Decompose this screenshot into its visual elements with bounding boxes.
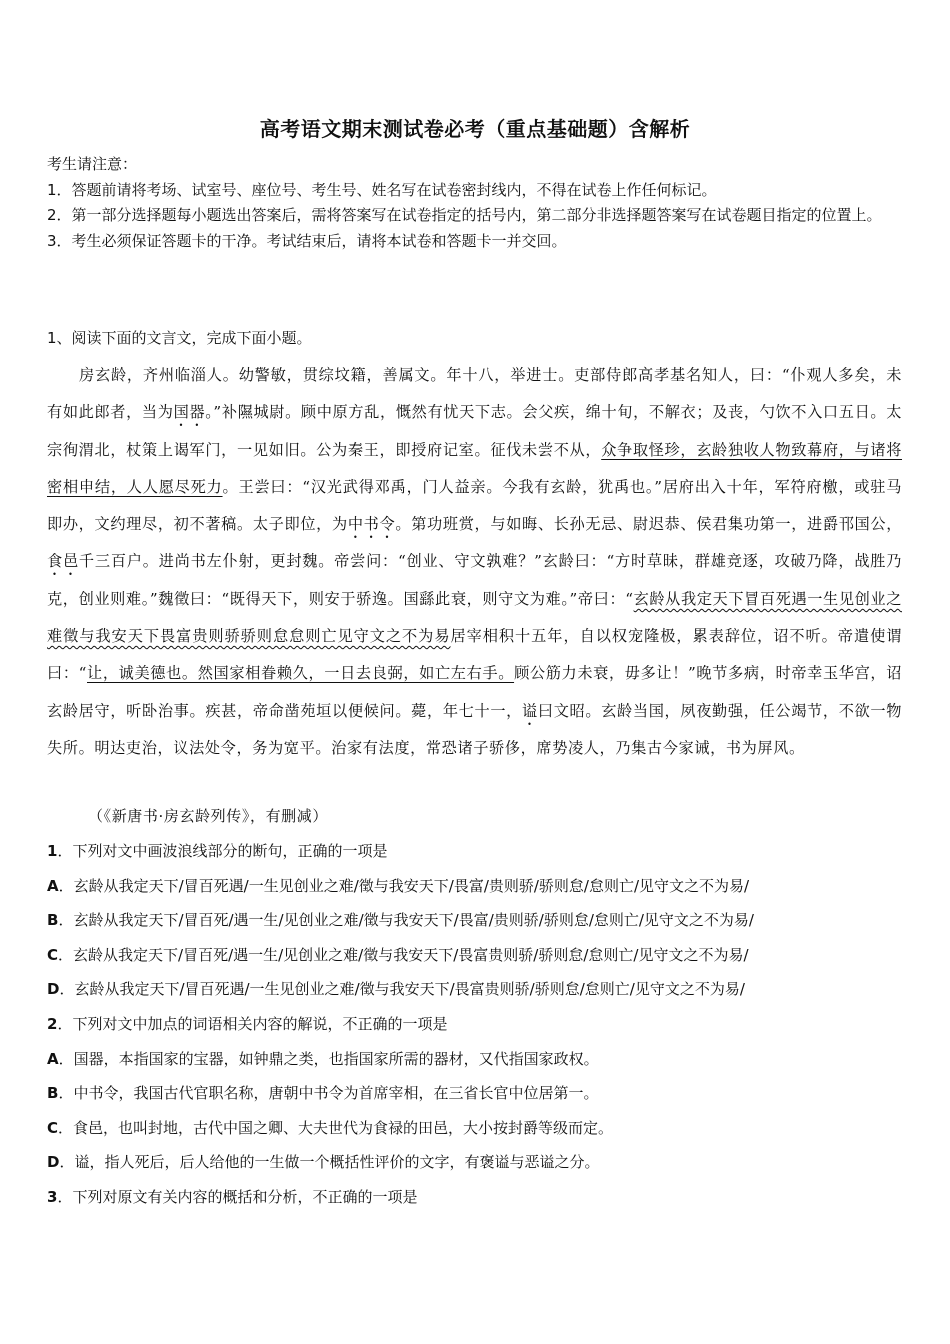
- dotted-term: 国器: [173, 403, 206, 422]
- wavy-underlined-sentence: 玄龄从我定天下冒百死遇一生见创业之难徵与我安天下畏富贵则骄骄则怠怠则亡见守文之不为易: [47, 589, 902, 646]
- option-text: ．谥，指人死后，后人给他的一生做一个概括性评价的文字，有褒谥与恶谥之分。: [59, 1153, 600, 1172]
- question-text: ．下列对原文有关内容的概括和分析，不正确的一项是: [57, 1187, 418, 1206]
- dotted-term: 食邑: [47, 552, 79, 571]
- passage-text: 。”补隰城尉。顾中原方乱，慨然有忧天下志。会父疾，绵十旬，不解衣；及丧，勺饮不入口五日。太宗徇渭北，杖策上谒军门，一见如旧。公为秦王，即授府记室。征伐未尝不从，: [47, 403, 902, 459]
- option-line: [47, 942, 907, 977]
- option-line: [47, 1080, 907, 1115]
- option-letter: D: [47, 1153, 60, 1172]
- question-line: [47, 1011, 907, 1046]
- passage-source: （《新唐书·房玄龄列传》，有删减）: [88, 807, 328, 825]
- passage-text: 居宰相积十五年，自以权宠隆极，累表辞位，诏不听。帝遣使谓曰：“: [47, 627, 902, 683]
- option-line: [47, 1115, 907, 1150]
- passage-text: 千三百户。进尚书左仆射，更封魏。帝尝问：“创业、守文孰难？”玄龄曰：“方时草昧，群雄竞逐，攻破乃降，战胜乃克，创业则难。”魏徵曰：“既得天下，则安于骄逸。国繇此衰，则守文为难。”帝曰：“: [47, 552, 903, 608]
- underlined-sentence: 众争取怪珍，玄龄独收人物致幕府，与诸将密相申结，人人愿尽死力: [47, 440, 903, 496]
- option-text: ．玄龄从我定天下/冒百死/遇一生/见创业之难/徵与我安天下/畏富贵则骄/骄则怠/怠则亡/见守文之不为易/: [58, 945, 749, 964]
- question-list: [47, 838, 907, 1219]
- option-letter: A: [47, 1049, 59, 1068]
- notice-item: 2．第一部分选择题每小题选出答案后，需将答案写在试卷指定的括号内，第二部分非选择题答案写在试卷题目指定的位置上。: [47, 206, 882, 224]
- page-title: 高考语文期末测试卷必考（重点基础题）含解析: [259, 117, 691, 141]
- notice-item: 3．考生必须保证答题卡的干净。考试结束后，请将本试卷和答题卡一并交回。: [47, 231, 567, 250]
- passage-text: 。第功班赏，与如晦、长孙无忌、尉迟恭、侯君集功第一，进爵邗国公，: [395, 515, 902, 534]
- option-text: ．玄龄从我定天下/冒百死遇/一生见创业之难/徵与我安天下/畏富贵则骄/骄则怠/怠则亡/见守文之不为易/: [59, 980, 745, 999]
- option-line: [47, 873, 907, 908]
- classical-passage: [47, 357, 902, 767]
- option-letter: B: [47, 911, 59, 930]
- option-line: [47, 907, 907, 942]
- option-line: [47, 1046, 907, 1081]
- question-number: 2: [47, 1014, 58, 1033]
- option-text: ．玄龄从我定天下/冒百死/遇一生/见创业之难/徵与我安天下/畏富/贵则骄/骄则怠/怠则亡/见守文之不为易/: [58, 911, 754, 930]
- option-letter: C: [47, 945, 59, 964]
- section-heading: 1、阅读下面的文言文，完成下面小题。: [47, 329, 312, 347]
- question-line: [47, 1184, 907, 1219]
- dotted-term: 谥: [522, 701, 538, 720]
- dotted-term: 中书令: [347, 515, 396, 534]
- question-line: [47, 838, 907, 873]
- notice-block: [47, 152, 907, 254]
- passage-text: 曰文昭。玄龄当国，夙夜勤强，任公竭节，不欲一物失所。明达吏治，议法处令，务为宽平。治家有法度，常恐诸子骄侈，席势凌人，乃集古今家诫，书为屏风。: [47, 701, 902, 757]
- option-text: ．玄龄从我定天下/冒百死遇/一生见创业之难/徵与我安天下/畏富/贵则骄/骄则怠/怠则亡/见守文之不为易/: [58, 876, 750, 895]
- option-text: ．食邑，也叫封地，古代中国之卿、大夫世代为食禄的田邑，大小按封爵等级而定。: [58, 1118, 614, 1137]
- passage-text: 房玄龄，齐州临淄人。幼警敏，贯综坟籍，善属文。年十八，举进士。吏部侍郎高孝基名知人，曰：“仆观人多矣，未有如此郎者，当为: [47, 366, 902, 422]
- option-text: ．国器，本指国家的宝器，如钟鼎之类，也指国家所需的器材，又代指国家政权。: [58, 1049, 599, 1068]
- option-letter: B: [47, 1084, 59, 1103]
- question-number: 3: [47, 1187, 58, 1206]
- option-letter: D: [47, 980, 60, 999]
- passage-text: 顾公筋力未衰，毋多让！”晚节多病，时帝幸玉华宫，诏玄龄居守，听卧治事。疾甚，帝命凿苑垣以便候问。薨，年七十一，: [47, 664, 903, 720]
- option-text: ．中书令，我国古代官职名称，唐朝中书令为首席宰相，在三省长官中位居第一。: [58, 1084, 599, 1103]
- passage-text: 。王尝曰：“汉光武得邓禹，门人益亲。今我有玄龄，犹禹也。”居府出入十年，军符府檄，或驻马即办，文约理尽，初不著稿。太子即位，为: [47, 477, 902, 534]
- question-number: 1: [47, 842, 58, 860]
- question-text: ．下列对文中加点的词语相关内容的解说，不正确的一项是: [57, 1014, 448, 1033]
- option-line: [47, 976, 907, 1011]
- notice-heading: 考生请注意：: [47, 155, 138, 173]
- option-line: [47, 1149, 907, 1184]
- question-text: ．下列对文中画波浪线部分的断句，正确的一项是: [57, 842, 388, 860]
- option-letter: C: [47, 1118, 59, 1137]
- option-letter: A: [47, 876, 59, 895]
- underlined-sentence: 让，诚美德也。然国家相眷赖久，一日去良弼，如亡左右手。: [87, 664, 515, 683]
- notice-item: 1．答题前请将考场、试室号、座位号、考生号、姓名写在试卷密封线内，不得在试卷上作任何标记。: [47, 180, 717, 199]
